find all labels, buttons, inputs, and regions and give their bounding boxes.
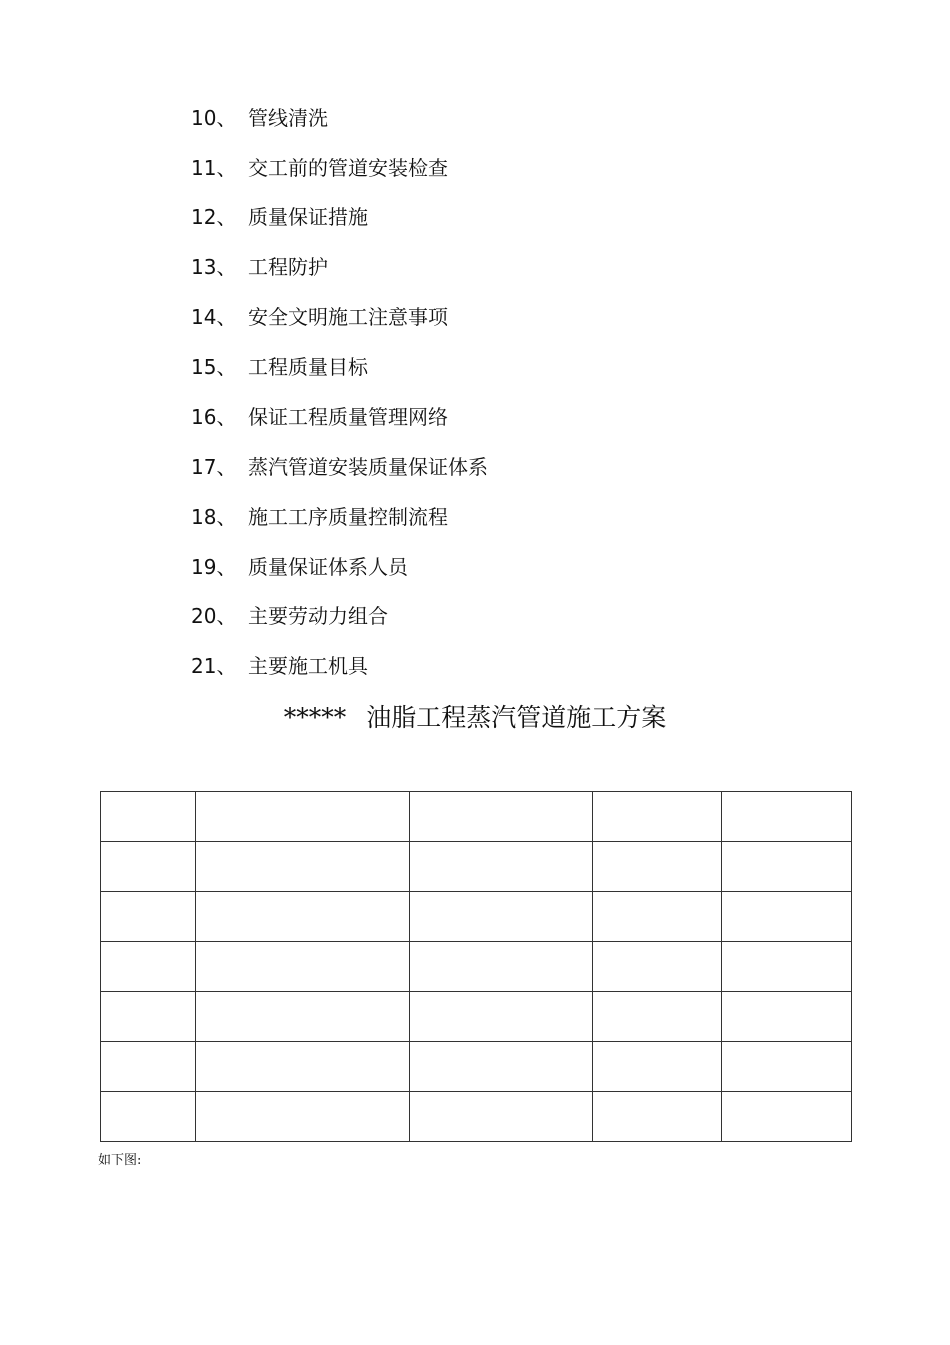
table-cell — [410, 792, 593, 842]
toc-item-text: 管线清洗 — [248, 106, 328, 130]
table-cell — [410, 992, 593, 1042]
table-cell — [196, 892, 410, 942]
table-cell — [196, 942, 410, 992]
document-title — [0, 700, 950, 736]
toc-item-text: 蒸汽管道安装质量保证体系 — [248, 455, 488, 479]
toc-item-text: 安全文明施工注意事项 — [248, 305, 448, 329]
table-cell — [722, 992, 852, 1042]
table-cell — [196, 992, 410, 1042]
title-stars: ***** — [283, 703, 347, 732]
table-cell — [593, 842, 722, 892]
table-cell — [101, 992, 196, 1042]
table-cell — [410, 842, 593, 892]
table-cell — [593, 792, 722, 842]
toc-item-text: 主要劳动力组合 — [248, 604, 388, 628]
toc-item-text: 施工工序质量控制流程 — [248, 505, 448, 529]
toc-item — [0, 402, 950, 432]
toc-item-number: 19、 — [191, 555, 237, 579]
table-cell — [101, 842, 196, 892]
toc-item — [0, 202, 950, 232]
table-cell — [196, 1092, 410, 1142]
table-cell — [101, 942, 196, 992]
toc-item — [0, 352, 950, 382]
title-text: 油脂工程蒸汽管道施工方案 — [366, 703, 667, 732]
toc-item-number: 12、 — [191, 205, 237, 229]
table-cell — [196, 1042, 410, 1092]
toc-item-text: 主要施工机具 — [248, 654, 368, 678]
table-cell — [593, 1042, 722, 1092]
toc-item — [0, 452, 950, 482]
table-cell — [722, 892, 852, 942]
toc-item-text: 工程质量目标 — [248, 355, 368, 379]
toc-item-number: 17、 — [191, 455, 237, 479]
table-cell — [196, 842, 410, 892]
table-row — [101, 792, 852, 842]
table-cell — [593, 892, 722, 942]
table-cell — [593, 992, 722, 1042]
toc-item-number: 21、 — [191, 654, 237, 678]
toc-item-text: 工程防护 — [248, 255, 328, 279]
toc-item-number: 11、 — [191, 156, 237, 180]
toc-item — [0, 651, 950, 681]
toc-item-number: 20、 — [191, 604, 237, 628]
table-cell — [722, 792, 852, 842]
toc-item-text: 保证工程质量管理网络 — [248, 405, 448, 429]
toc-item-number: 14、 — [191, 305, 237, 329]
toc-item-text: 质量保证体系人员 — [248, 555, 408, 579]
empty-grid-table — [100, 791, 852, 1142]
table-row — [101, 1092, 852, 1142]
table-row — [101, 942, 852, 992]
toc-item — [0, 153, 950, 183]
toc-item-number: 18、 — [191, 505, 237, 529]
table-cell — [722, 1042, 852, 1092]
table-cell — [101, 1092, 196, 1142]
toc-item — [0, 103, 950, 133]
toc-item — [0, 552, 950, 582]
table-cell — [593, 1092, 722, 1142]
table-cell — [722, 942, 852, 992]
toc-item-number: 15、 — [191, 355, 237, 379]
toc-item-number: 10、 — [191, 106, 237, 130]
table-cell — [593, 942, 722, 992]
toc-item — [0, 252, 950, 282]
toc-item-text: 质量保证措施 — [248, 205, 368, 229]
table-row — [101, 1042, 852, 1092]
table-cell — [101, 1042, 196, 1092]
table-row — [101, 892, 852, 942]
toc-item-number: 16、 — [191, 405, 237, 429]
table-cell — [410, 892, 593, 942]
table-cell — [722, 1092, 852, 1142]
table-cell — [410, 942, 593, 992]
table-cell — [722, 842, 852, 892]
toc-item — [0, 601, 950, 631]
table-row — [101, 992, 852, 1042]
figure-caption: 如下图: — [98, 1153, 142, 1168]
toc-item-number: 13、 — [191, 255, 237, 279]
table-cell — [410, 1092, 593, 1142]
table-cell — [196, 792, 410, 842]
table-cell — [410, 1042, 593, 1092]
toc-item-text: 交工前的管道安装检查 — [248, 156, 448, 180]
table-cell — [101, 892, 196, 942]
toc-item — [0, 302, 950, 332]
table-cell — [101, 792, 196, 842]
toc-item — [0, 502, 950, 532]
table-row — [101, 842, 852, 892]
